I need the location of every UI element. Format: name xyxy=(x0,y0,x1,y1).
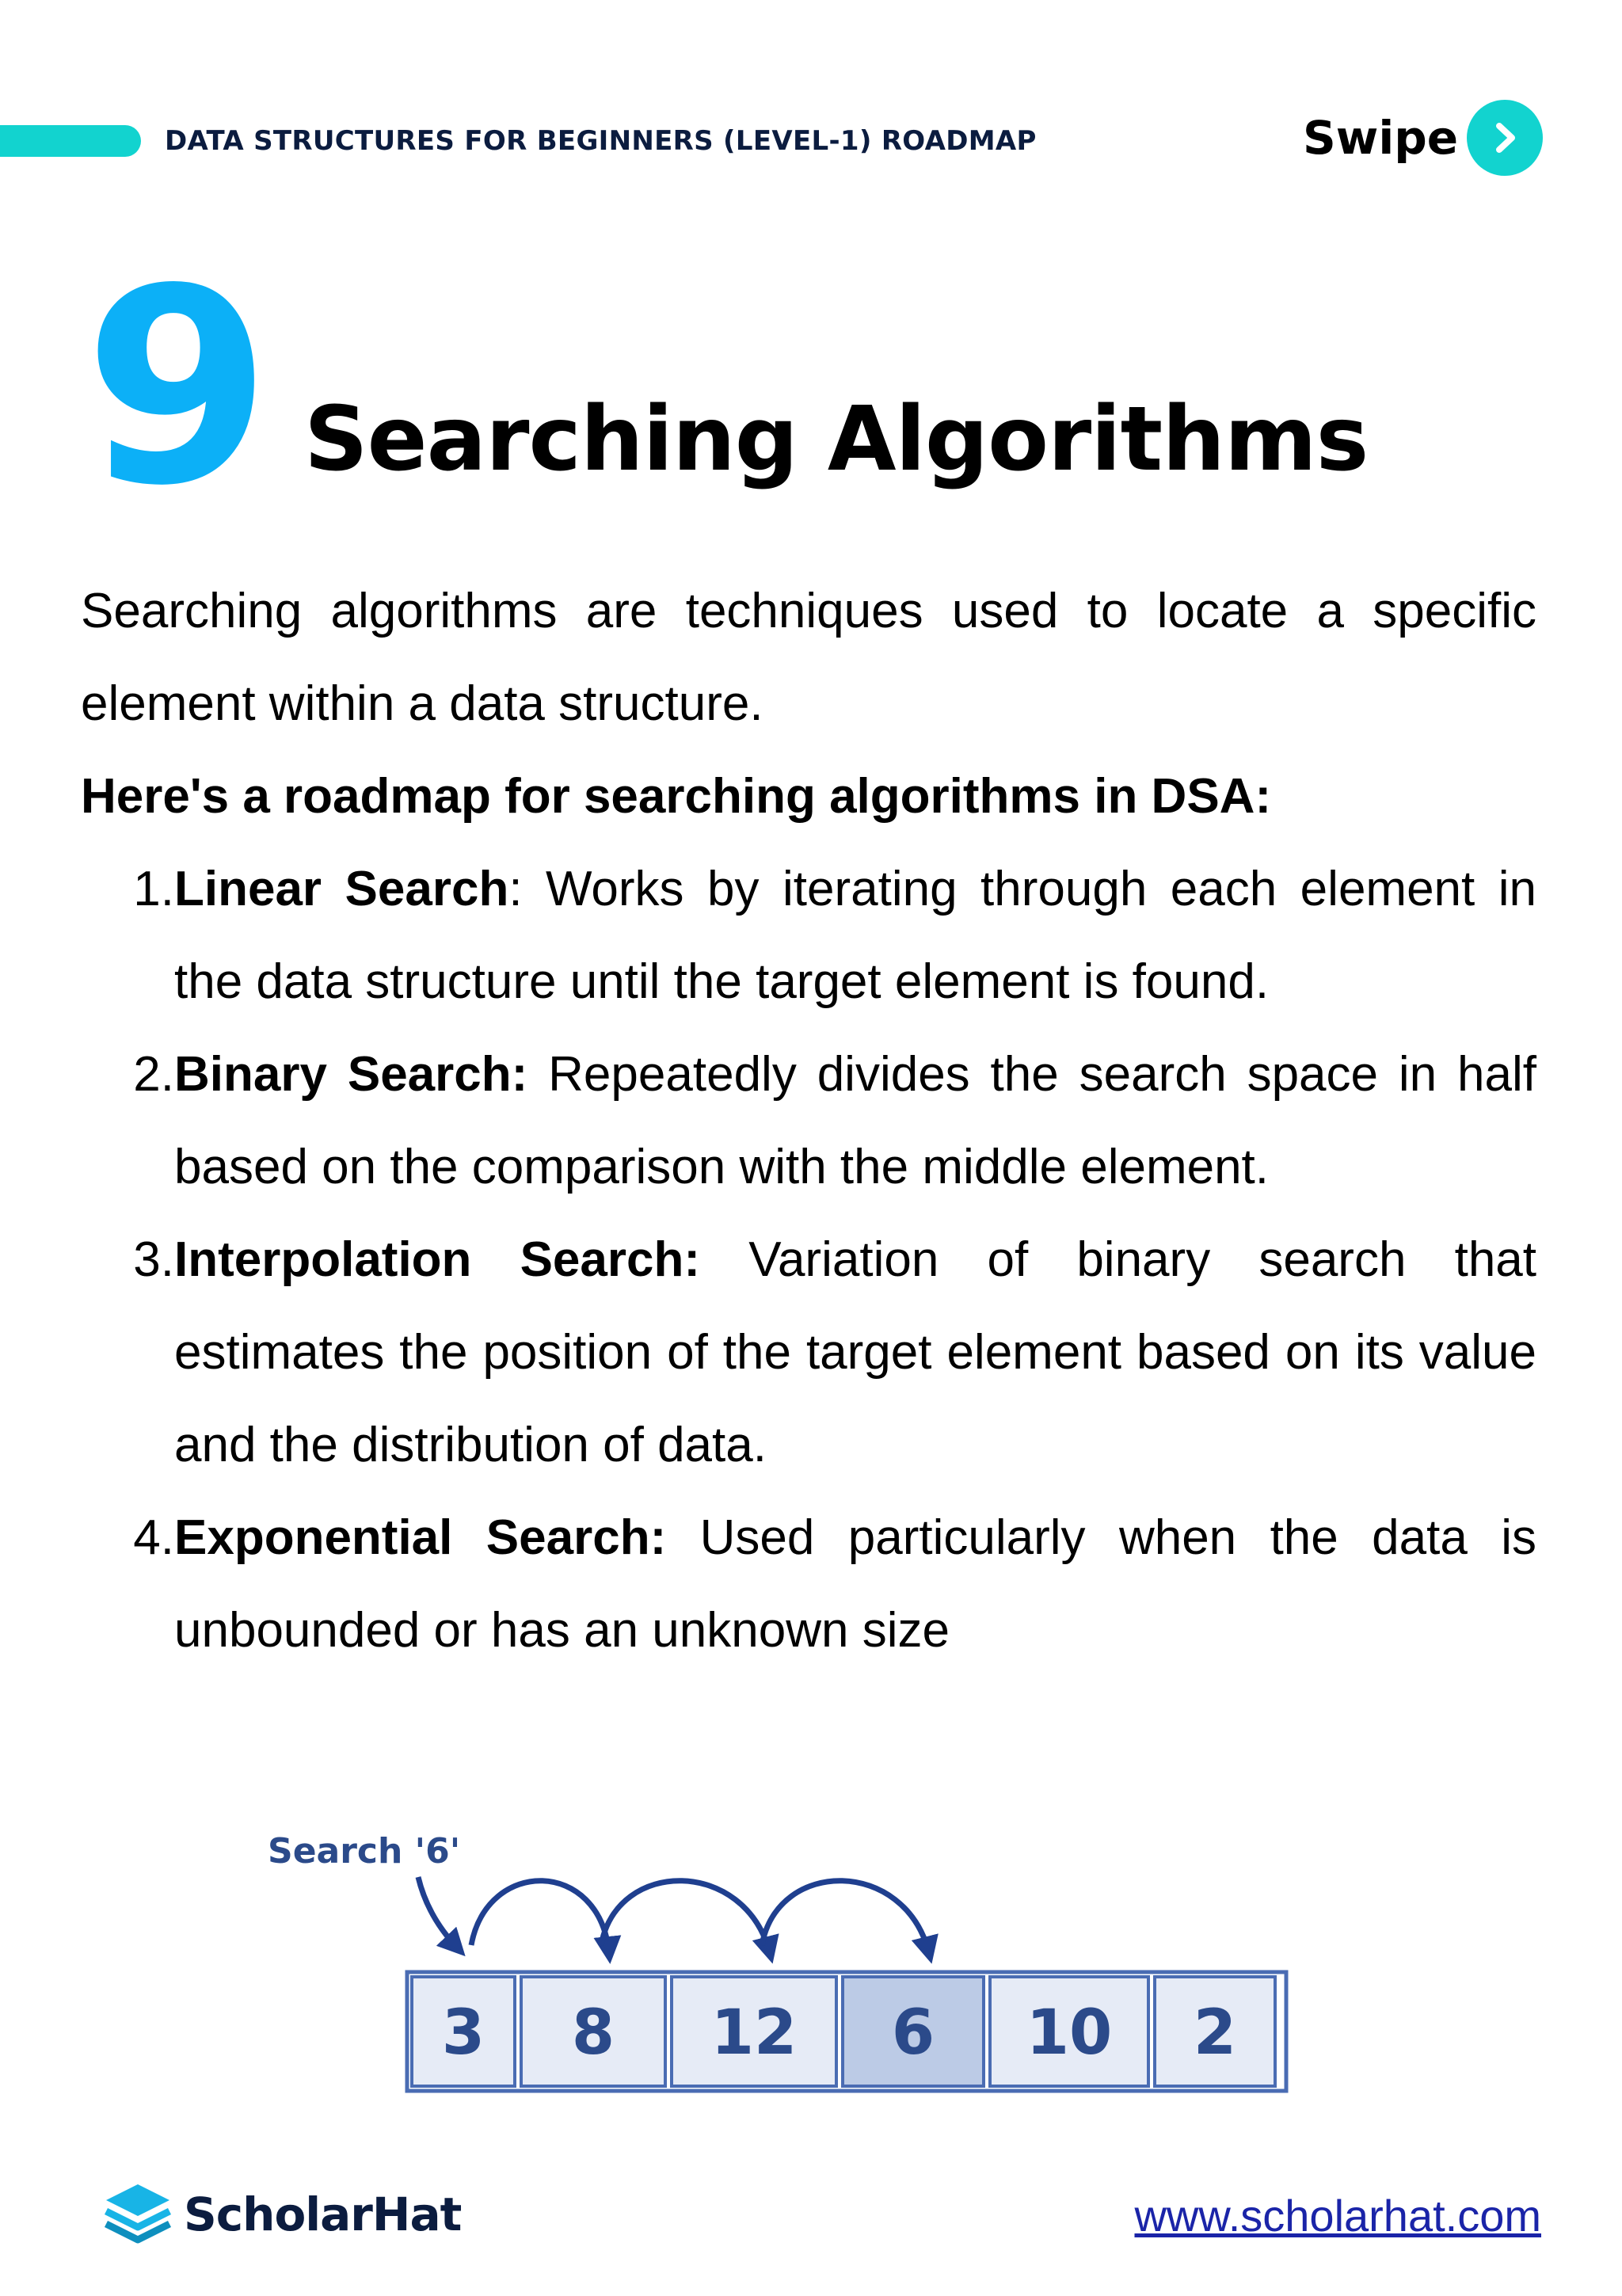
array-cell-value: 8 xyxy=(571,1997,615,2069)
list-item-number: 4. xyxy=(133,1510,174,1565)
content-body xyxy=(81,565,1536,1677)
algorithm-list xyxy=(81,843,1536,1677)
list-item xyxy=(81,1491,1536,1677)
hop-arrow xyxy=(601,1881,770,1953)
brand-name: ScholarHat xyxy=(184,2187,462,2241)
initial-search-arrow xyxy=(418,1877,458,1948)
roadmap-series-title: DATA STRUCTURES FOR BEGINNERS (LEVEL-1) ROADMAP xyxy=(165,125,1037,157)
chevron-right-icon xyxy=(1486,119,1524,157)
list-item-number: 3. xyxy=(133,1232,174,1287)
algorithm-description: Used particularly when the data is unbounded or has an unknown size xyxy=(174,1510,1536,1658)
search-target-label: Search '6' xyxy=(268,1831,461,1871)
algorithm-description: Works by iterating through each element in the data structure until the target element is found. xyxy=(174,862,1536,1009)
array-cell-value: 3 xyxy=(441,1997,485,2069)
hop-arrow xyxy=(762,1881,929,1953)
algorithm-separator xyxy=(700,1232,748,1287)
list-item xyxy=(81,1028,1536,1213)
section-number: 9 xyxy=(84,231,265,545)
list-item xyxy=(81,1213,1536,1491)
website-link[interactable]: www.scholarhat.com xyxy=(1134,2191,1541,2241)
algorithm-separator: : xyxy=(508,862,546,916)
page-title: Searching Algorithms xyxy=(304,388,1369,491)
algorithm-description: Repeatedly divides the search space in half based on the comparison with the middle element. xyxy=(174,1047,1536,1194)
algorithm-separator xyxy=(527,1047,548,1102)
array-cells xyxy=(407,1972,1286,2091)
algorithm-name: Exponential Search: xyxy=(174,1510,667,1565)
list-item-number: 2. xyxy=(133,1047,174,1102)
stacked-layers-logo-icon xyxy=(103,2180,173,2249)
algorithm-description: Variation of binary search that estimates the position of the target element based on its value and the distribution of data. xyxy=(174,1232,1537,1472)
list-item-text xyxy=(174,843,1536,1028)
list-item-text xyxy=(174,1213,1536,1491)
array-cell-value: 6 xyxy=(891,1997,935,2069)
algorithm-separator xyxy=(666,1510,699,1565)
hop-arrow xyxy=(471,1881,609,1953)
linear-search-illustration xyxy=(261,1822,1315,2107)
algorithm-name: Interpolation Search: xyxy=(174,1232,701,1287)
array-cell-value: 12 xyxy=(710,1997,798,2069)
list-item xyxy=(81,843,1536,1028)
hop-arrows xyxy=(471,1881,929,1953)
list-item-text xyxy=(174,1028,1536,1213)
swipe-label[interactable]: Swipe xyxy=(1303,111,1459,165)
scholarhat-logo[interactable] xyxy=(103,2180,461,2249)
array-cell-value: 10 xyxy=(1026,1997,1113,2069)
intro-paragraph: Searching algorithms are techniques used to locate a specific element within a data structure. xyxy=(81,584,1536,731)
algorithm-name: Binary Search: xyxy=(174,1047,528,1102)
header-accent-bar xyxy=(0,125,141,157)
list-item-number: 1. xyxy=(133,862,174,916)
algorithm-name: Linear Search xyxy=(174,862,509,916)
list-item-text xyxy=(174,1491,1536,1677)
swipe-button[interactable] xyxy=(1467,100,1543,176)
linear-search-diagram xyxy=(261,1822,1315,2107)
roadmap-heading: Here's a roadmap for searching algorithms in DSA: xyxy=(81,769,1272,824)
array-cell-value: 2 xyxy=(1193,1997,1237,2069)
